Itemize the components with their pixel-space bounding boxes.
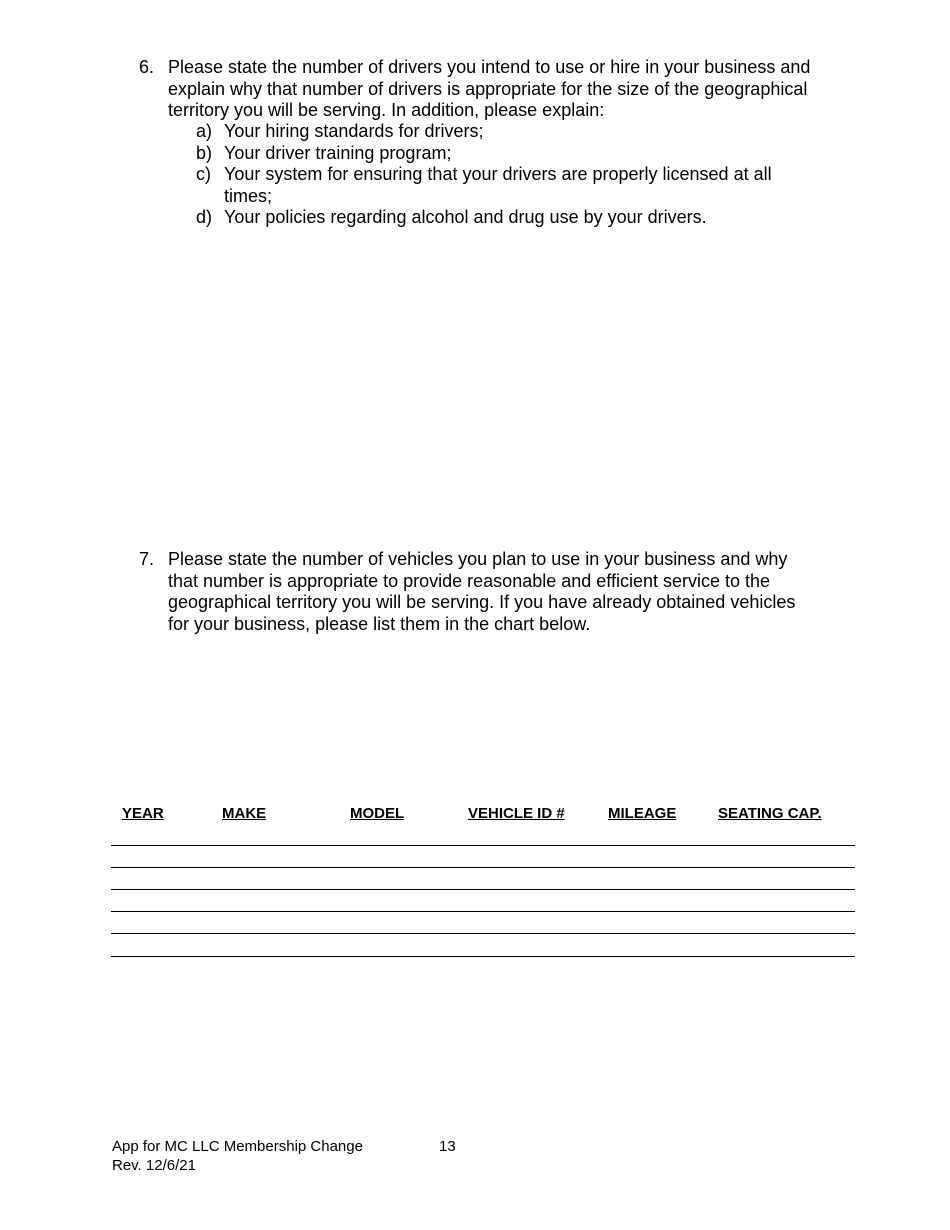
footer-revision: Rev. 12/6/21 [112, 1157, 196, 1174]
item-text-line: times; [224, 185, 273, 206]
page-number: 13 [439, 1138, 456, 1155]
table-row-line[interactable] [111, 845, 855, 846]
question-6-line: explain why that number of drivers is appropriate for the size of the geographical [168, 78, 808, 99]
question-6 [139, 57, 859, 122]
item-text: Your hiring standards for drivers; [224, 121, 484, 141]
item-text-line: Your system for ensuring that your drivers are properly licensed at all [224, 164, 772, 184]
item-text: Your policies regarding alcohol and drug use by your drivers. [224, 207, 707, 227]
column-header-model: MODEL [350, 805, 405, 822]
question-6-line: Please state the number of drivers you intend to use or hire in your business and [168, 57, 811, 77]
item-text: Your driver training program; [224, 142, 452, 163]
question-6-number: 6. [139, 57, 155, 77]
question-7-line: geographical territory you will be serving. If you have already obtained vehicles [168, 592, 796, 612]
table-row-line[interactable] [111, 867, 855, 868]
question-7-line: for your business, please list them in the chart below. [168, 613, 591, 634]
column-header-mileage: MILEAGE [608, 805, 677, 822]
question-6-item-a [196, 121, 836, 143]
column-header-vehicle-id: VEHICLE ID # [468, 805, 565, 822]
column-header-seating-cap: SEATING CAP. [718, 805, 822, 822]
question-6-sub-list [196, 121, 836, 229]
question-6-item-b [196, 143, 836, 165]
table-row-line[interactable] [111, 889, 855, 890]
item-letter: a) [196, 121, 213, 141]
item-letter: d) [196, 207, 213, 227]
question-7-number: 7. [139, 549, 155, 569]
table-row-line[interactable] [111, 956, 855, 957]
column-header-make: MAKE [222, 805, 267, 822]
question-6-item-d [196, 207, 836, 229]
question-7-line: Please state the number of vehicles you plan to use in your business and why [168, 549, 788, 569]
question-6-line: territory you will be serving. In addition, please explain: [168, 100, 605, 120]
question-6-item-c [196, 164, 836, 207]
item-letter: b) [196, 142, 213, 163]
table-row-line[interactable] [111, 933, 855, 934]
item-letter: c) [196, 164, 211, 184]
footer-title: App for MC LLC Membership Change [112, 1138, 363, 1155]
question-7 [139, 549, 859, 635]
question-7-line: that number is appropriate to provide reasonable and efficient service to the [168, 570, 771, 591]
question-7-text [168, 549, 795, 635]
question-6-text [168, 57, 810, 122]
table-row-line[interactable] [111, 911, 855, 912]
column-header-year: YEAR [122, 805, 164, 822]
item-text [224, 164, 772, 207]
